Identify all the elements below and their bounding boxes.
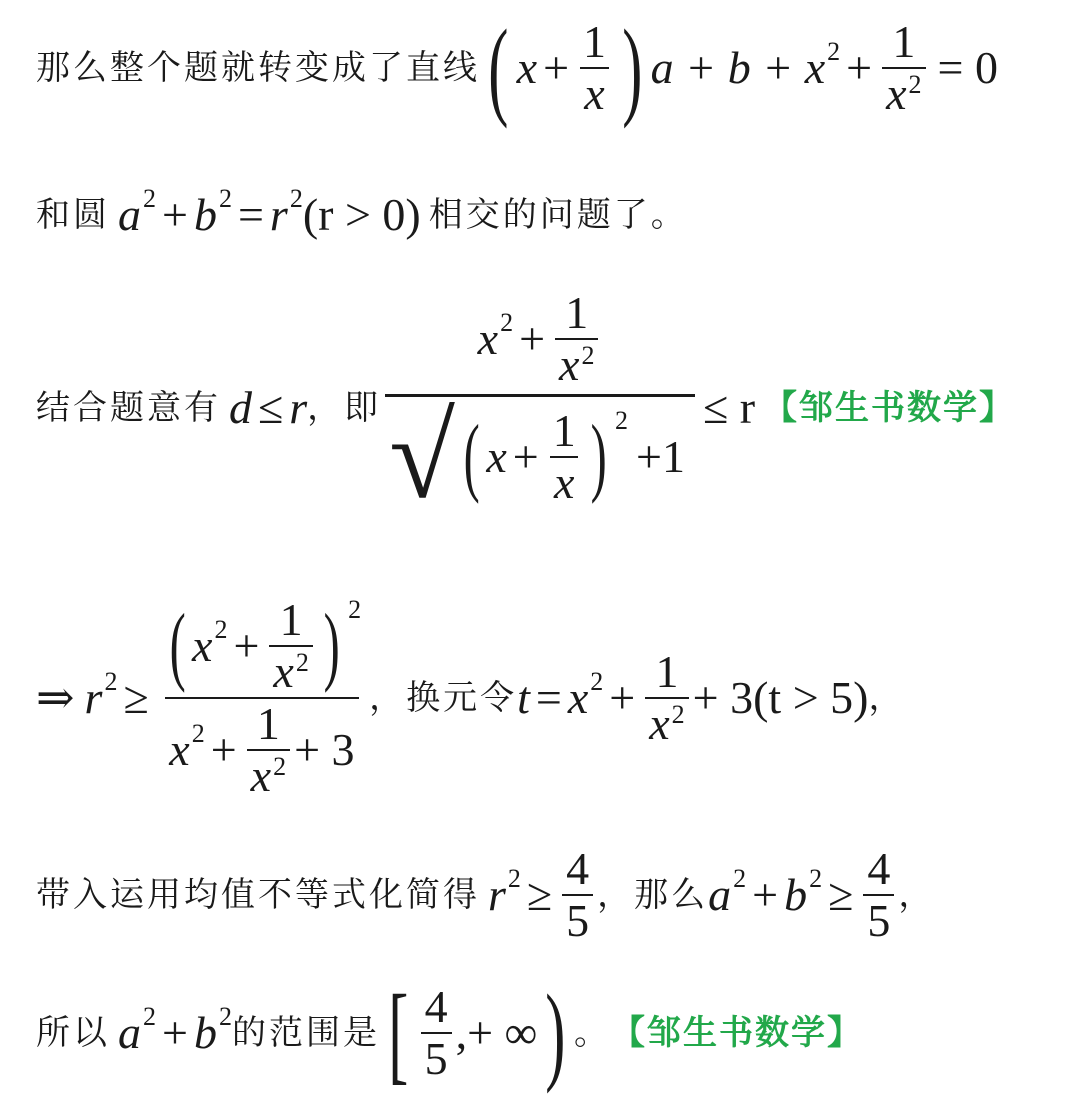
distance-denominator [385, 390, 695, 523]
fraction-one-over-x: $\frac{1}{x}$ [579, 19, 610, 117]
line-1: 那么整个题就转变成了直线 ( x + $\frac{1}{x}$ ) a + b + x $^2$ + $\frac{1}{x^2}$ = 0 [36, 6, 998, 129]
fraction-one-over-x2: $\frac{1}{x^2}$ [882, 19, 925, 117]
line-3: 结合题意有 d ≤ r ，即 x $^2$ + $\frac{1}{x^2}$ √ ( x + $\frac{1}{x}$ ) $^2$ +1 ≤ r 【邹生书数学】 [36, 287, 1016, 523]
big-fraction-numerator: ( x $^2$ + $\frac{1}{x^2}$ ) $^2$ [169, 593, 362, 697]
distance-numerator: x $^2$ + $\frac{1}{x^2}$ [474, 290, 607, 394]
line-6: 所以 a $^2$ + b $^2$ 的范围是 [ $\frac{4}{5}$ , + ∞ ) 。 【邹生书数学】 [36, 971, 863, 1094]
line-6-text-1: 所以 [36, 1012, 110, 1053]
line-5-text-2: ，那么 [597, 875, 709, 915]
line-5-text-1: 带入运用均值不等式化简得 [36, 875, 480, 915]
distance-fraction [385, 287, 695, 523]
line-2-text-2: 相交的问题了。 [428, 195, 688, 235]
line-1-text: 那么整个题就转变成了直线 [36, 47, 480, 88]
line-1-rest: a + b + x [650, 41, 826, 93]
t-condition: (t > 5) [753, 671, 869, 723]
line-2-text-1: 和圆 [36, 195, 110, 235]
right-paren: ) [622, 6, 643, 129]
line-4: ⇒ r $^2$ ≥ ( x $^2$ + $\frac{1}{x^2}$ ) $^2$ x $^2$ + $\frac{1}{x^2}$ + 3 ， 换元令 t = x $^2$ + $\frac{1}{x^2}$ + 3 (t > 5) ， [36, 593, 906, 801]
equals-zero: = 0 [937, 41, 998, 93]
le-r: ≤ r [702, 381, 756, 433]
line-4-text: 换元令 [406, 677, 518, 718]
brand-label: 【邹生书数学】 [763, 387, 1016, 428]
line-5: 带入运用均值不等式化简得 r $^2$ ≥ $\frac{4}{5}$ ，那么 a $^2$ + b $^2$ ≥ $\frac{4}{5}$ ， [36, 843, 936, 946]
brand-label-2: 【邹生书数学】 [610, 1012, 863, 1053]
line-2: 和圆 a $^2$ + b $^2$ = r $^2$ (r > 0) 相交的问题了。 [36, 184, 688, 240]
big-fraction [159, 593, 365, 801]
line-3-text-2: ，即 [307, 387, 382, 428]
big-fraction-denominator: x $^2$ + $\frac{1}{x^2}$ + 3 [165, 697, 358, 799]
right-paren: ) [545, 971, 566, 1094]
var-x: x [516, 41, 538, 93]
radius-condition: (r > 0) [302, 189, 421, 240]
square-root: √ ( x + $\frac{1}{x}$ ) $^2$ +1 [389, 390, 685, 523]
plus-sign: + [543, 41, 570, 93]
implies-arrow: ⇒ [36, 671, 75, 723]
plus-infinity: + ∞ [467, 1006, 538, 1058]
left-bracket: [ [388, 971, 409, 1094]
line-6-text-2: 的范围是 [231, 1012, 380, 1053]
line-3-text-1: 结合题意有 [36, 387, 221, 428]
left-paren: ( [488, 6, 509, 129]
